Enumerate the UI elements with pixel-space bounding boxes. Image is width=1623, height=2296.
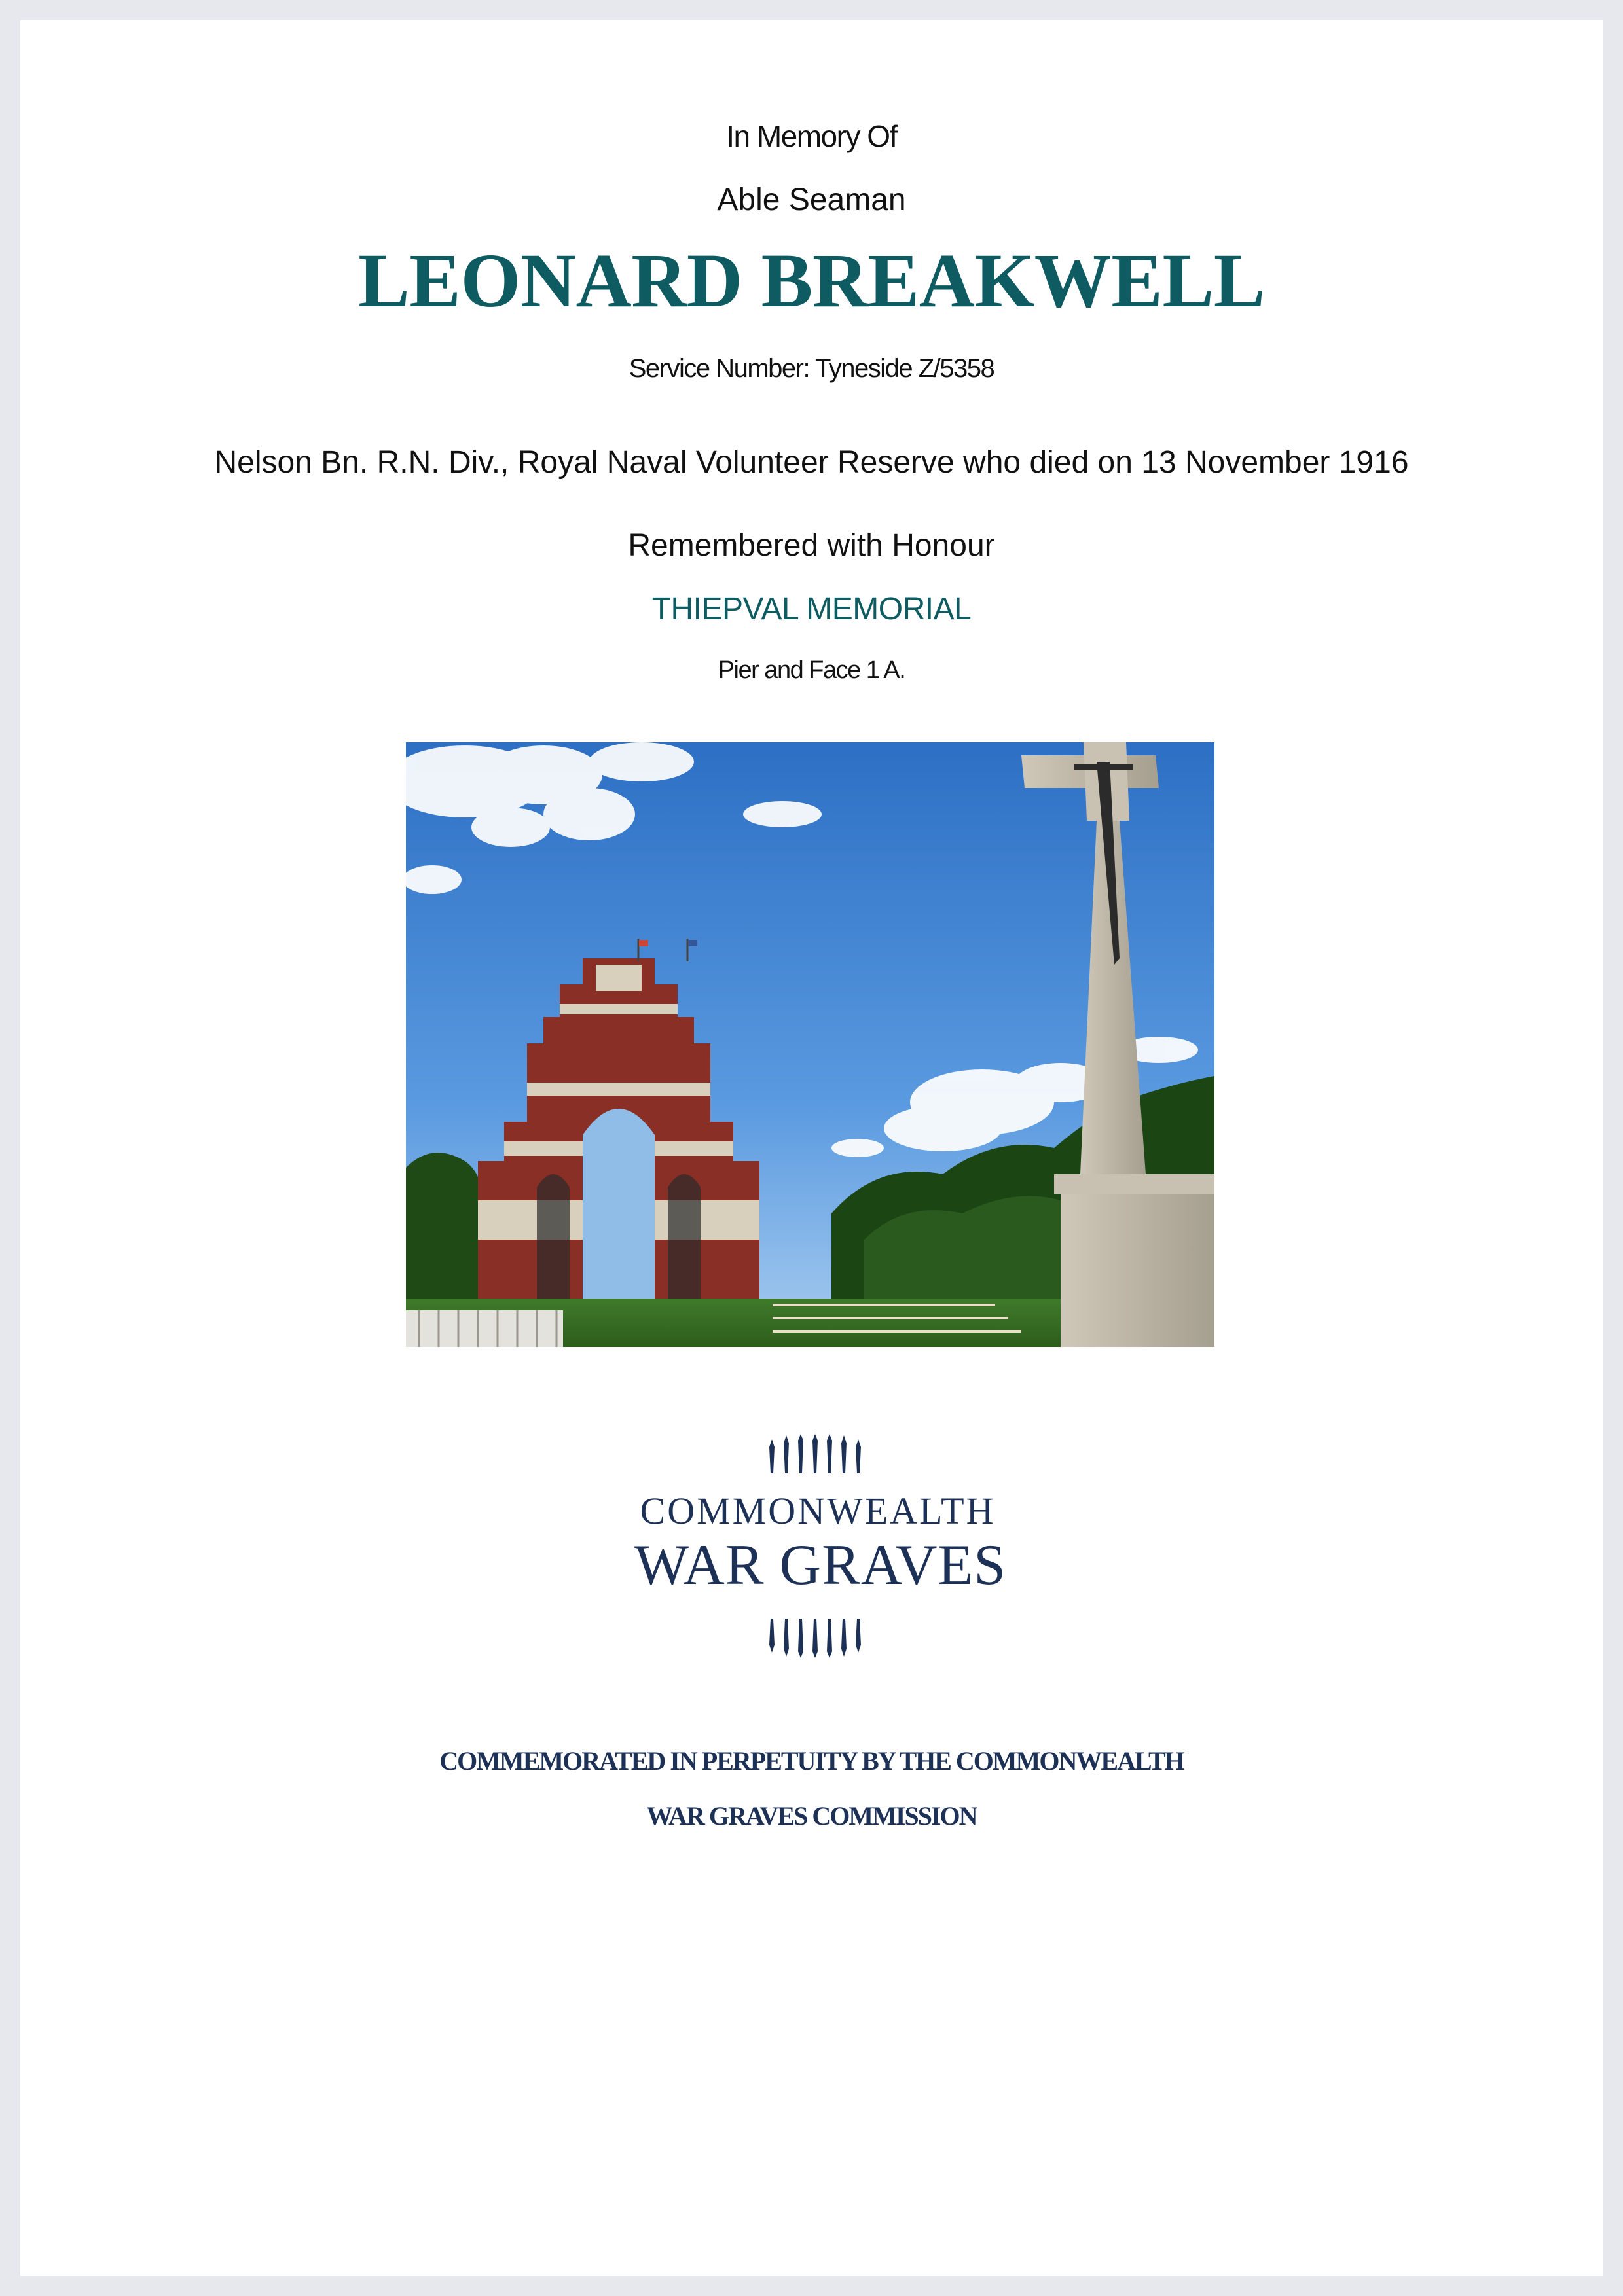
logo-ticks-top-icon: [634, 1434, 1001, 1473]
casualty-name: LEONARD BREAKWELL: [358, 238, 1265, 323]
logo-text-war-graves: WAR GRAVES: [634, 1534, 1007, 1597]
certificate-page: [20, 20, 1603, 2276]
memorial-photo: [406, 742, 1214, 1347]
cwgc-logo: [634, 1434, 1007, 1663]
logo-text-commonwealth: COMMONWEALTH: [640, 1490, 996, 1532]
footer-line-1: COMMEMORATED IN PERPETUITY BY THE COMMONWEALTH: [439, 1746, 1184, 1776]
remembered-text: Remembered with Honour: [628, 528, 995, 563]
logo-ticks-bottom-icon: [634, 1619, 1001, 1658]
memorial-name: THIEPVAL MEMORIAL: [651, 592, 972, 626]
intro-text: In Memory Of: [726, 119, 897, 153]
rank-text: Able Seaman: [717, 183, 906, 217]
unit-and-death-date: Nelson Bn. R.N. Div., Royal Naval Volunteer Reserve who died on 13 November 1916: [214, 445, 1409, 480]
memorial-location: Pier and Face 1 A.: [718, 656, 905, 684]
service-number: Service Number: Tyneside Z/5358: [629, 354, 994, 383]
footer-line-2: WAR GRAVES COMMISSION: [646, 1801, 977, 1831]
